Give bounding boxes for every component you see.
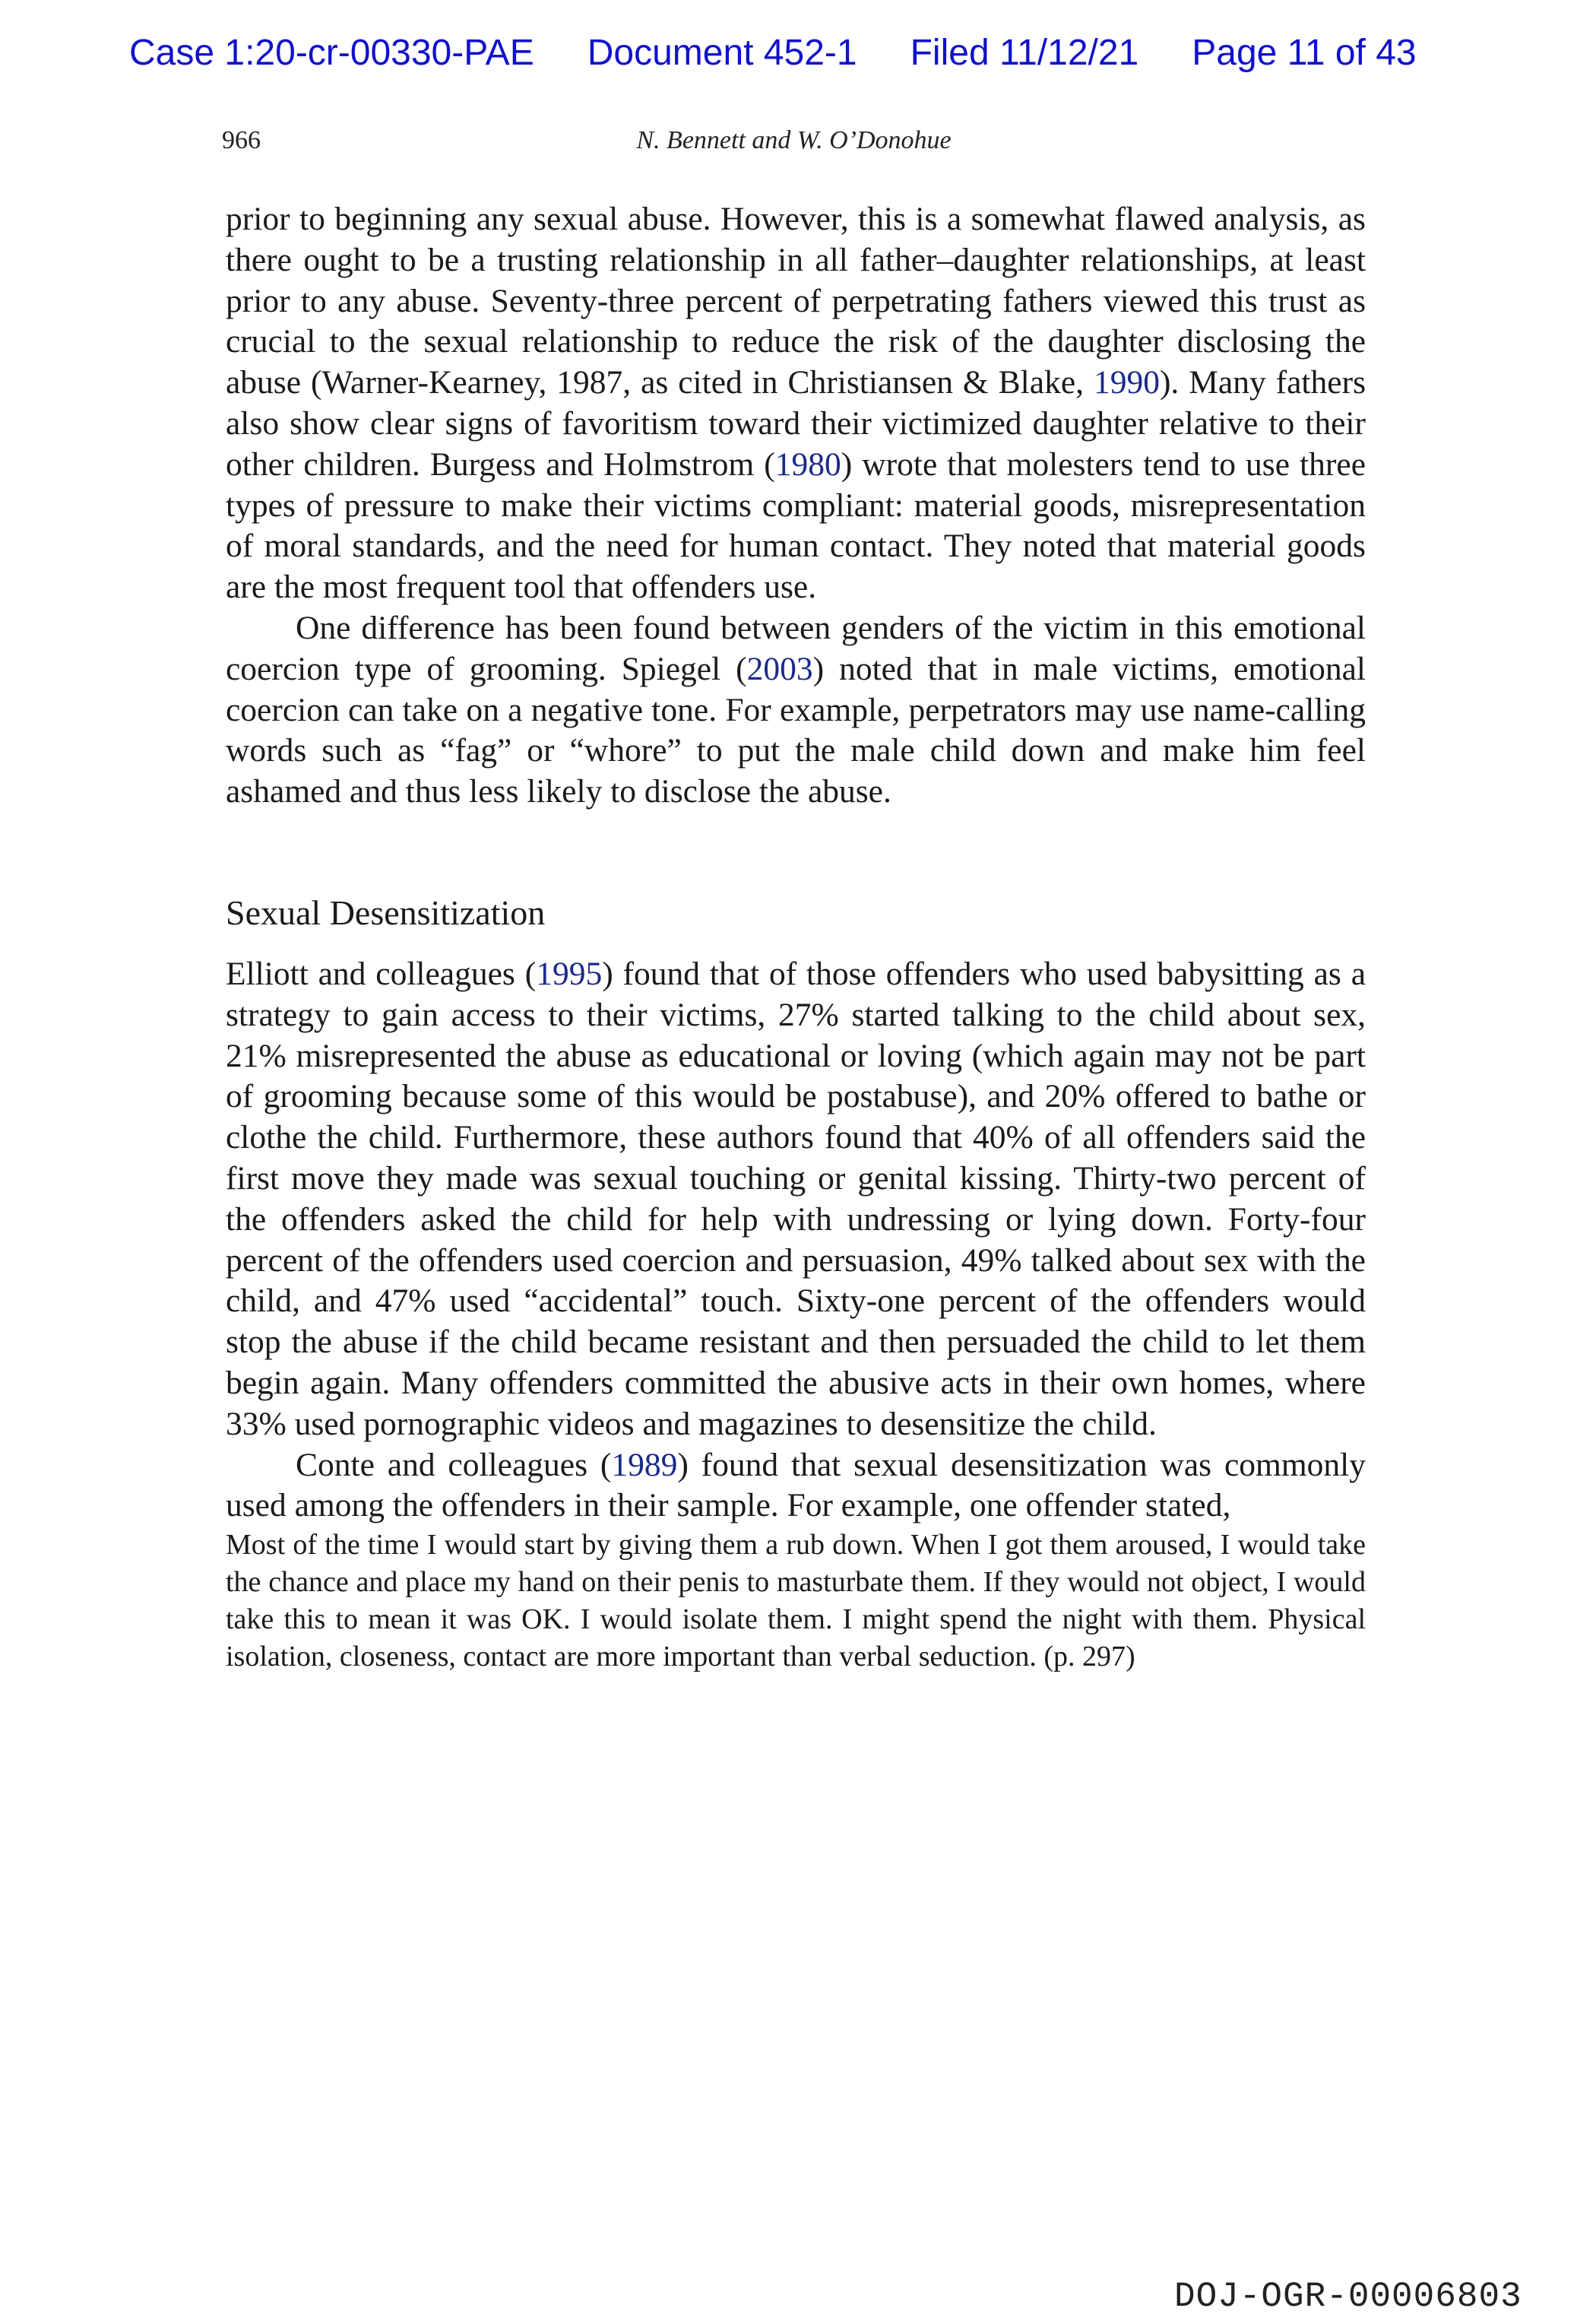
paragraph-text: ) wrote that molesters tend to use three types of pressure to make their victims compliant: material goods, misrepresentation of moral standards, and the need for human contact. They noted that material goods are the most frequent tool that offenders use.: [226, 445, 1366, 606]
running-head: [222, 126, 1366, 164]
paragraph-text: Conte and colleagues (: [296, 1446, 612, 1483]
paragraph-text: ) noted that in male victims, emotional coercion can take on a negative tone. For example, perpetrators may use name-calling words such as “fag” or “whore” to put the male child down and make him feel ashamed and thus less likely to disclose the abuse.: [226, 650, 1366, 810]
paragraph-3: [226, 954, 1366, 1445]
citation-link-1980[interactable]: 1980: [774, 445, 841, 483]
paragraph-text: One difference has been found between genders of the victim in this emotional coercion type of grooming. Spiegel (: [226, 609, 1366, 687]
section-heading-sexual-desensitization: Sexual Desensitization: [226, 893, 546, 932]
running-head-authors: N. Bennett and W. O’Donohue: [636, 126, 952, 154]
document-number: Document 452-1: [587, 33, 857, 73]
court-filing-header: [129, 32, 1482, 74]
article-body: [226, 199, 1366, 1676]
filed-date: Filed 11/12/21: [910, 33, 1139, 73]
paragraph-text: prior to beginning any sexual abuse. However, this is a somewhat flawed analysis, as there ought to be a trusting relationship in all father–daughter relationships, at least prior to any abuse. Seventy-three percent of perpetrating fathers viewed this trust as crucial to the sexual relationship to reduce the risk of the daughter disclosing the abuse (Warner-Kearney, 1987, as cited in Christiansen & Blake,: [226, 201, 1366, 401]
citation-link-1990[interactable]: 1990: [1093, 364, 1160, 401]
paragraph-text: ) found that of those offenders who used babysitting as a strategy to gain access to their victims, 27% started talking to the child about sex, 21% misrepresented the abuse as educational or loving (which again may not be part of grooming because some of this would be postabuse), and 20% offered to bathe or clothe the child. Furthermore, these authors found that 40% of all offenders said the first move they made was sexual touching or genital kissing. Thirty-two percent of the offenders asked the child for help with undressing or lying down. Forty-four percent of the offenders used coercion and persuasion, 49% talked about sex with the child, and 47% used “accidental” touch. Sixty-one percent of the offenders would stop the abuse if the child became resistant and then persuaded the child to let them begin again. Many offenders committed the abusive acts in their own homes, where 33% used pornographic videos and magazines to desensitize the child.: [226, 955, 1366, 1442]
citation-link-2003[interactable]: 2003: [746, 650, 813, 687]
journal-page-number: 966: [222, 126, 261, 154]
page-count: Page 11 of 43: [1192, 33, 1417, 73]
paragraph-1: [226, 199, 1366, 608]
case-number: Case 1:20-cr-00330-PAE: [129, 33, 534, 73]
paragraph-text: Elliott and colleagues (: [226, 955, 537, 992]
paragraph-text: ). Many fathers also show clear signs of favoritism toward their victimized daughter relative to their other children. Burgess and Holmstrom (: [226, 364, 1366, 483]
paragraph-text: ) found that sexual desensitization was commonly used among the offenders in their sample. For example, one offender stated,: [226, 1446, 1366, 1524]
paragraph-4: [226, 1445, 1366, 1527]
citation-link-1989[interactable]: 1989: [611, 1446, 678, 1483]
citation-link-1995[interactable]: 1995: [536, 955, 603, 992]
block-quote: Most of the time I would start by giving them a rub down. When I got them aroused, I would take the chance and place my hand on their penis to masturbate them. If they would not object, I would take this to mean it was OK. I would isolate them. I might spend the night with them. Physical isolation, closeness, contact are more important than verbal seduction. (p. 297): [226, 1529, 1366, 1673]
bates-number: DOJ-OGR-00006803: [1174, 2277, 1522, 2316]
paragraph-2: [226, 608, 1366, 813]
